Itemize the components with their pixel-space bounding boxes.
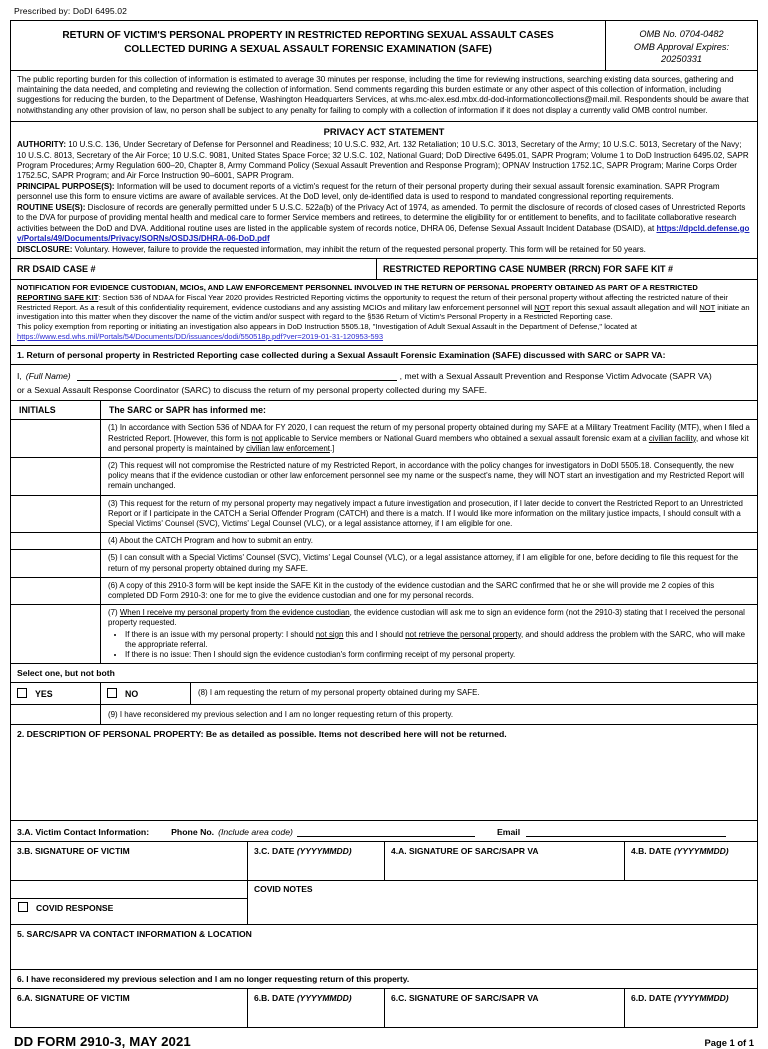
covid-notes-label: COVID NOTES: [254, 884, 313, 895]
sarc-signature-label: 4.A. SIGNATURE OF SARC/SAPR VA: [391, 846, 539, 857]
body-text: , and should address the problem with the SARC, who will make the appropriate referral.: [125, 629, 746, 649]
privacy-disclosure: [17, 245, 751, 255]
phone-input[interactable]: [297, 826, 475, 837]
victim-date-field[interactable]: [248, 842, 385, 880]
sarc-contact-input[interactable]: [11, 943, 757, 970]
item-7-bullet-1: [125, 630, 751, 650]
form-identifier: DD FORM 2910-3, MAY 2021: [14, 1034, 191, 1049]
sarc-date-format: (YYYYMMDD): [673, 846, 729, 857]
informed-item-4: (4) About the CATCH Program and how to submit an entry.: [108, 536, 313, 546]
informed-item-1: [101, 420, 757, 457]
form-title-bar: [11, 21, 757, 71]
privacy-act-body: [11, 140, 757, 259]
notification-p1a: : Section 536 of NDAA for Fiscal Year 2020 provides Restricted Reporting victims the opportunity to request the return of their personal property without affecting the restricted nature of their Restricted Report. As a result of this confidentiality requirement, evidence custodians and any assisting MCIOs and military law enforcement personnel will: [17, 292, 728, 312]
informed-column-header: The SARC or SAPR has informed me:: [109, 405, 266, 416]
principal-purpose-label: PRINCIPAL PURPOSE(S):: [17, 181, 115, 191]
name-line-suffix: , met with a Sexual Assault Prevention and Response Victim Advocate (SAPR VA): [399, 371, 712, 382]
disclosure-label: DISCLOSURE:: [17, 244, 73, 254]
covid-notes-input[interactable]: [254, 894, 757, 924]
authority-text: 10 U.S.C. 136, Under Secretary of Defense for Personnel and Readiness; 10 U.S.C. 932, Art. 132 Retaliation; 10 U.S.C. 3013, Secretary of the Army; 10 U.S.C. 5013, Secretary of the Navy; 10 U.S.C. 8013, Secretary of the Air Force; 10 U.S.C. 9081, United States Space Force; 32 U.S.C. 102, National Guard; DoD Directive 6495.01, SAPR Program; Volume 1 to DoD Instruction 6495.02, SAPR Program Procedures; Army Regulation 600–20, Chapter 8, Army Command Policy (Sexual Assault Prevention and Response Program); OPNAV Instruction 1752.1C, SAPR Program; Marine Corps Order 1752.5C, SAPR Program; and Air Force Instruction 90–6001, SAPR Program.: [17, 140, 749, 181]
notification-paragraph-1: [17, 293, 751, 322]
email-label: Email: [496, 827, 521, 838]
covid-notes-cell[interactable]: [248, 881, 757, 924]
notification-subheading: REPORTING SAFE KIT: [17, 292, 99, 302]
body-text: .]: [329, 443, 335, 453]
section-3a-contact-row: [11, 821, 757, 842]
initials-row-1: [11, 420, 757, 458]
no-option[interactable]: [101, 683, 191, 704]
yes-label: YES: [35, 689, 53, 700]
initials-input-4[interactable]: [11, 533, 101, 549]
victim-signature-field-6a[interactable]: [11, 989, 248, 1027]
victim-date-field-6b[interactable]: [248, 989, 385, 1027]
item-9-row: [11, 705, 757, 725]
body-text: If there is an issue with my personal property: I should: [125, 629, 316, 639]
item-7-bullets: [108, 630, 751, 661]
privacy-principal-purpose: [17, 182, 751, 203]
body-text: (7): [108, 608, 120, 618]
omb-number: OMB No. 0704-0482: [639, 29, 724, 39]
informed-item-2: (2) This request will not compromise the Restricted nature of my Restricted Report, in accordance with the policy changes for investigators in DoDI 5505.18. Consequently, the new policy means that if the evidence custodian or other law enforcement personnel see my name or the suspect's name, they will NOT start an investigation and my Restricted Report will remain unchanged.: [108, 460, 744, 491]
victim-signature-label: 3.B. SIGNATURE OF VICTIM: [17, 846, 130, 857]
initials-input-3[interactable]: [11, 496, 101, 533]
notification-not-2: NOT: [699, 302, 716, 312]
dodi-550518-link[interactable]: https://www.esd.whs.mil/Portals/54/Documents/DD/issuances/dodi/550518p.pdf?ver=2019-01-31-120953-593: [17, 331, 384, 341]
authority-label: AUTHORITY:: [17, 140, 67, 150]
full-name-input[interactable]: [77, 370, 397, 381]
covid-response-option[interactable]: [11, 898, 247, 917]
initials-table-header: [11, 401, 757, 420]
victim-date-format-6b: (YYYYMMDD): [296, 993, 352, 1004]
form-footer: [10, 1028, 758, 1049]
victim-signature-label-6a: 6.A. SIGNATURE OF VICTIM: [17, 993, 130, 1004]
section-1-heading: 1. Return of personal property in Restricted Reporting case collected during a Sexual Assault Forensic Examination (SAFE) discussed with SARC or SAPR VA:: [11, 346, 757, 365]
section-1-line-2: or a Sexual Assault Response Coordinator (SARC) to discuss the return of my personal property collected during my SAFE.: [11, 383, 757, 401]
omb-block: [606, 21, 757, 70]
select-one-heading: Select one, but not both: [11, 664, 757, 683]
privacy-authority: [17, 140, 751, 182]
case-number-row: [11, 259, 757, 280]
routine-use-text: Disclosure of records are generally permitted under 5 U.S.C. 522a(b) of the Privacy Act of 1974, as amended. To permit the disclosure of records of closed cases of Unrestricted Reports to the DVA for purpose of providing mental health and medical care to former Service members and retirees, to determine the eligibility for or entitlement to benefits, and to facilitate collaborative research activities between the DoD and DVA. Additional routine uses are listed in the applicable system of records notice, DHRA 06, Defense Sexual Assault Incident Database (DSAID), at: [17, 202, 746, 233]
no-checkbox[interactable]: [107, 688, 117, 698]
initials-column-header: INITIALS: [11, 401, 101, 419]
victim-date-format: (YYYYMMDD): [296, 846, 352, 857]
full-name-hint: (Full Name): [25, 371, 71, 382]
emphasis-text: civilian law enforcement: [246, 443, 330, 453]
covid-spacer: [11, 881, 247, 898]
notification-paragraph-2: [17, 322, 751, 341]
initials-input-5[interactable]: [11, 550, 101, 576]
body-text: (1) In accordance with Section 536 of NDAA for FY 2020, I can request the return of my personal property obtained during my SAFE at a Military Treatment Facility (MTF), when I filed a Restricted Report. [However, this form is: [108, 423, 750, 443]
section-5-heading: 5. SARC/SAPR VA CONTACT INFORMATION & LOCATION: [17, 929, 252, 940]
section-6-heading: 6. I have reconsidered my previous selection and I am no longer requesting return of this property.: [11, 970, 757, 989]
yes-option[interactable]: [11, 683, 101, 704]
no-label: NO: [125, 689, 139, 700]
rr-dsaid-case-label: RR DSAID CASE #: [17, 264, 96, 275]
notification-heading: NOTIFICATION FOR EVIDENCE CUSTODIAN, MCIOs, AND LAW ENFORCEMENT PERSONNEL INVOLVED IN THE RETURN OF PERSONAL PROPERTY OBTAINED AS PART OF A RESTRICTED: [17, 283, 698, 293]
covid-row: [11, 881, 757, 925]
informed-item-3: (3) This request for the return of my personal property may negatively impact a future investigation and prosecution, if I later decide to convert the Restricted Report to an Unrestricted Report or if I participate in the CATCH a Serial Offender Program (CATCH) and there is a match. If I would like more information on the military justice impacts, I should consult with a Special Victims' Counsel (SVC), Victims' Legal Counsel (VLC), or a legal assistance attorney, if I am eligible for one.: [108, 498, 743, 528]
victim-date-label: 3.C. DATE: [254, 846, 295, 857]
informed-item-6: (6) A copy of this 2910-3 form will be kept inside the SAFE Kit in the custody of the evidence custodian and the SARC confirmed that he or she will provide me 2 copies of this completed DD Form 2910-3: one for me to give the evidence custodian and one for my personal records.: [108, 580, 715, 600]
rrcn-safe-kit-field[interactable]: [377, 259, 757, 279]
emphasis-text: When I receive my personal property from the evidence custodian: [119, 608, 350, 618]
covid-response-checkbox[interactable]: [18, 902, 28, 912]
notification-p1c: initiate an investigation into this matter when they discover the name of the victim and/or suspect with regard to the §536 Return of Victim's Personal Property in a Restricted Reporting case.: [17, 302, 750, 322]
initials-row-6: [11, 578, 757, 605]
dhra-sorn-link[interactable]: https://dpcld.defense.gov/Portals/49/Documents/Privacy/SORNs/OSDJS/DHRA-06-DoD.pdf: [17, 223, 750, 244]
rr-dsaid-case-field[interactable]: [11, 259, 377, 279]
sarc-date-field-6d[interactable]: [625, 989, 757, 1027]
form-title-line2: COLLECTED DURING A SEXUAL ASSAULT FORENSIC EXAMINATION (SAFE): [124, 44, 492, 55]
body-text: , and whose kit and personal property is maintained by: [108, 433, 749, 453]
privacy-routine-use: [17, 203, 751, 245]
privacy-act-heading: PRIVACY ACT STATEMENT: [323, 126, 445, 138]
public-burden-statement: The public reporting burden for this collection of information is estimated to average 30 minutes per response, including the time for reviewing instructions, searching existing data sources, gathering and maintaining the data needed, and completing and reviewing the collection of information. Send comments regarding this burden estimate or any other aspect of this collection of information, including suggestions for reducing the burden, to the Department of Defense, Washington Headquarters Services, at whs.mc-alex.esd.mbx.dd-dod-informationcollections@mail.mil. Respondents should be aware that notwithstanding any other provision of law, no person shall be subject to any penalty for failing to comply with a collection of information if it does not display a currently valid OMB control number.: [11, 71, 757, 123]
victim-date-label-6b: 6.B. DATE: [254, 993, 295, 1004]
form-body: [10, 20, 758, 1028]
initials-row-2: [11, 458, 757, 496]
signature-row-2: [11, 989, 757, 1027]
body-text: this and I should: [343, 629, 406, 639]
initials-input-1[interactable]: [11, 420, 101, 457]
item-7-bullet-2: • If there is no issue: Then I should sign the evidence custodian's form confirming receipt of my personal property.: [125, 650, 751, 660]
notification-p1b: report this sexual assault allegation and will: [550, 302, 700, 312]
body-text: , the evidence custodian will ask me to sign an evidence form (not the 2910-3) stating that I received the personal property requested.: [108, 608, 745, 628]
informed-item-5: (5) I can consult with a Special Victims' Counsel (SVC), Victims' Legal Counsel (VLC), or a legal assistance attorney, if I am eligible for one, before deciding to file this request for the return of my personal property obtained during my SAFE.: [108, 553, 739, 573]
principal-purpose-text: Information will be used to document reports of a victim's request for the return of their personal property during their sexual assault forensic examination. SAPR Program personnel use this form to ensure victims are aware of available services. At the DoD level, only de-identified data is used to respond to mandated congressional reporting requirements.: [17, 181, 720, 202]
signature-row-1: [11, 842, 757, 881]
email-input[interactable]: [526, 826, 726, 837]
section-2-heading: 2. DESCRIPTION OF PERSONAL PROPERTY: Be as detailed as possible. Items not described here will not be returned.: [17, 729, 507, 740]
form-title: [11, 21, 606, 70]
sarc-date-format-6d: (YYYYMMDD): [673, 993, 729, 1004]
covid-response-label: COVID RESPONSE: [36, 903, 114, 914]
rrcn-safe-kit-label: RESTRICTED REPORTING CASE NUMBER (RRCN) FOR SAFE KIT #: [383, 264, 674, 275]
victim-contact-label: 3.A. Victim Contact Information:: [17, 827, 150, 838]
covid-response-cell[interactable]: [11, 881, 248, 924]
sarc-date-label-6d: 6.D. DATE: [631, 993, 672, 1004]
initials-row-7: [11, 605, 757, 664]
item-9-blank-cell: [11, 705, 101, 724]
emphasis-text: civilian facility: [648, 433, 697, 443]
omb-expires-label: OMB Approval Expires:: [633, 41, 730, 52]
form-title-line1: RETURN OF VICTIM'S PERSONAL PROPERTY IN RESTRICTED REPORTING SEXUAL ASSAULT CASES: [62, 30, 554, 41]
sarc-date-field[interactable]: [625, 842, 757, 880]
yes-no-row: [11, 683, 757, 705]
select-item-9-text: (9) I have reconsidered my previous selection and I am no longer requesting return of this property.: [108, 710, 454, 720]
routine-use-label: ROUTINE USE(S):: [17, 202, 86, 212]
initials-row-5: [11, 550, 757, 577]
initials-input-7[interactable]: [11, 605, 101, 663]
name-line-prefix: I,: [17, 371, 22, 382]
emphasis-text: not retrieve the personal property: [405, 629, 521, 639]
victim-signature-field[interactable]: [11, 842, 248, 880]
select-item-8-text: (8) I am requesting the return of my personal property obtained during my SAFE.: [198, 688, 480, 698]
initials-input-2[interactable]: [11, 458, 101, 495]
section-1-name-line: [11, 365, 757, 383]
property-description-input[interactable]: [11, 743, 757, 821]
initials-row-4: [11, 533, 757, 550]
notification-p2-text: This policy exemption from reporting or initiating an investigation also appears in DoD Instruction 5505.18, "Investigation of Adult Sexual Assault in the Department of Defense," located at: [17, 321, 637, 331]
omb-expires-date: 20250331: [661, 54, 702, 64]
notification-block: [11, 280, 757, 346]
initials-input-6[interactable]: [11, 578, 101, 604]
sarc-signature-field[interactable]: [385, 842, 625, 880]
phone-label: Phone No.: [171, 827, 215, 838]
prescribed-by-line: Prescribed by: DoDI 6495.02: [14, 6, 128, 16]
notification-not-1: NOT: [534, 302, 551, 312]
sarc-signature-field-6c[interactable]: [385, 989, 625, 1027]
phone-hint: (Include area code): [218, 827, 293, 838]
yes-checkbox[interactable]: [17, 688, 27, 698]
sarc-signature-label-6c: 6.C. SIGNATURE OF SARC/SAPR VA: [391, 993, 539, 1004]
emphasis-text: not sign: [315, 629, 344, 639]
page-number: Page 1 of 1: [704, 1037, 754, 1049]
initials-row-3: [11, 496, 757, 534]
emphasis-text: not: [251, 433, 263, 443]
informed-item-7: [101, 605, 757, 663]
sarc-date-label: 4.B. DATE: [631, 846, 672, 857]
body-text: applicable to Service members or National Guard members who obtained a sexual assault forensic exam at a: [262, 433, 649, 443]
disclosure-text: Voluntary. However, failure to provide the requested information, may inhibit the return of the requested personal property. This form will be retained for 50 years.: [72, 244, 646, 254]
